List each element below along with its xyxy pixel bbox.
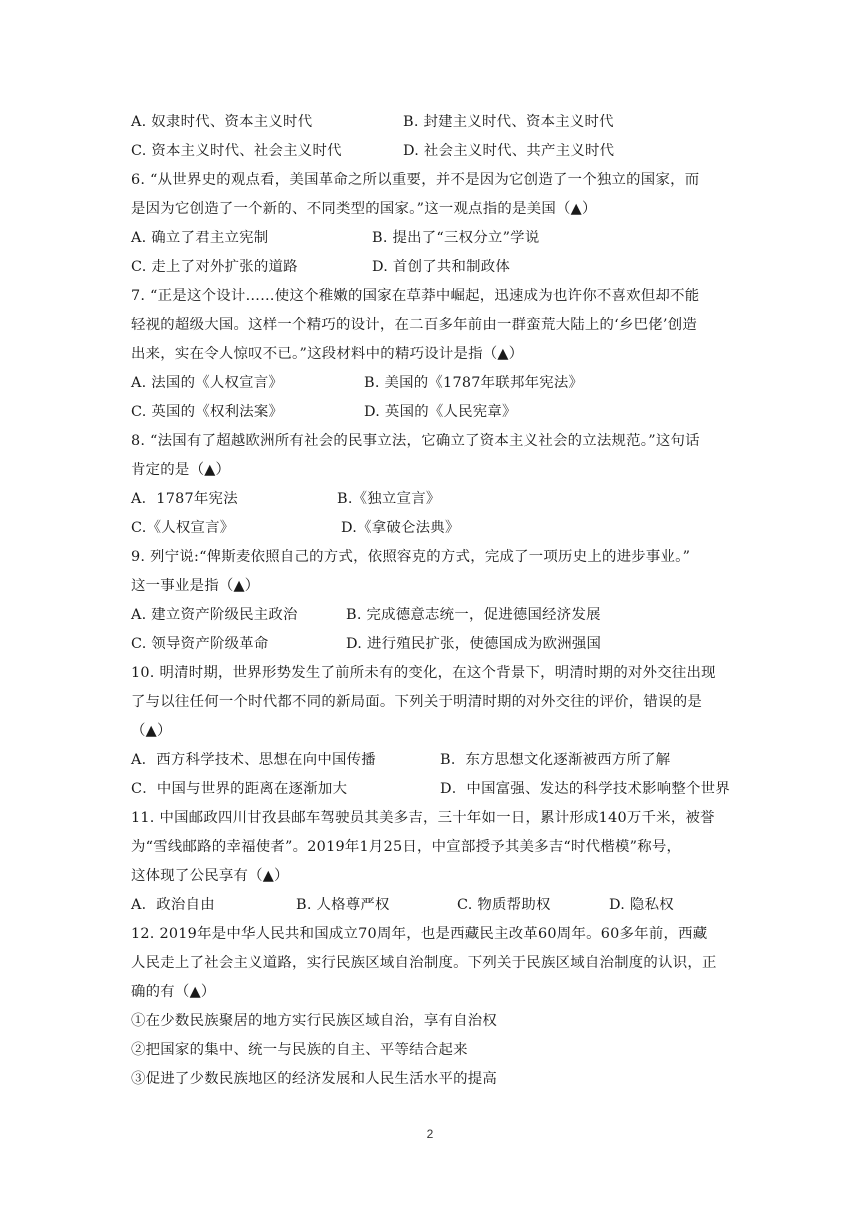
q10-options-row-2	[131, 775, 741, 804]
q12-stem-line-2: 人民走上了社会主义道路，实行民族区域自治制度。下列关于民族区域自治制度的认识，正	[131, 955, 717, 971]
q12-item-1: ①在少数民族聚居的地方实行民族区域自治，享有自治权	[131, 1013, 498, 1029]
q7-options-row-1	[131, 369, 741, 398]
q5-options-row-1	[131, 108, 741, 137]
q5-option-a: A. 奴隶时代、资本主义时代	[131, 114, 313, 130]
q7-stem-line-2: 轻视的超级大国。这样一个精巧的设计，在二百多年前由一群蛮荒大陆上的‘乡巴佬’创造	[131, 317, 697, 333]
q7-option-b: B. 美国的《1787年联邦年宪法》	[364, 375, 584, 391]
q11-option-c: C. 物质帮助权	[457, 897, 551, 913]
q10-option-b: B．东方思想文化逐渐被西方所了解	[440, 752, 671, 768]
q5-option-c: C. 资本主义时代、社会主义时代	[131, 143, 342, 159]
q9-stem-line-2: 这一事业是指（▲）	[131, 578, 260, 594]
q6-option-d: D. 首创了共和制政体	[372, 259, 511, 275]
q7-stem-line-3: 出来，实在令人惊叹不已。”这段材料中的精巧设计是指（▲）	[131, 346, 524, 362]
q10-option-a: A．西方科学技术、思想在向中国传播	[131, 752, 376, 768]
q8-stem-line-2: 肯定的是（▲）	[131, 462, 231, 478]
q7-options-row-2	[131, 398, 741, 427]
q6-option-b: B. 提出了“三权分立”学说	[372, 230, 540, 246]
q12-item-3: ③促进了少数民族地区的经济发展和人民生活水平的提高	[131, 1071, 498, 1087]
q12-stem-line-1: 12. 2019年是中华人民共和国成立70周年，也是西藏民主改革60周年。60多年前，西藏	[131, 926, 708, 942]
q11-stem-line-3: 这体现了公民享有（▲）	[131, 868, 289, 884]
q9-stem-line-1: 9. 列宁说:“俾斯麦依照自己的方式，依照容克的方式，完成了一项历史上的进步事业。”	[131, 549, 691, 565]
q10-stem-line-2: 了与以往任何一个时代都不同的新局面。下列关于明清时期的对外交往的评价，错误的是	[131, 694, 702, 710]
q10-stem-line-3: （▲）	[131, 723, 172, 739]
q8-option-d: D.《拿破仑法典》	[341, 520, 460, 536]
q11-options-row	[131, 891, 741, 920]
q8-stem-line-1: 8. “法国有了超越欧洲所有社会的民事立法，它确立了资本主义社会的立法规范。”这句话	[131, 433, 700, 449]
q7-option-c: C. 英国的《权利法案》	[131, 404, 284, 420]
q6-options-row-2	[131, 253, 741, 282]
q8-option-c: C.《人权宣言》	[131, 520, 235, 536]
q11-option-b: B. 人格尊严权	[296, 897, 390, 913]
q7-option-a: A. 法国的《人权宣言》	[131, 375, 284, 391]
q5-option-d: D. 社会主义时代、共产主义时代	[403, 143, 615, 159]
q5-option-b: B. 封建主义时代、资本主义时代	[403, 114, 614, 130]
q10-stem-line-1: 10. 明清时期，世界形势发生了前所未有的变化，在这个背景下，明清时期的对外交往出现	[131, 665, 716, 681]
q9-options-row-2	[131, 630, 741, 659]
q6-stem-line-1: 6. “从世界史的观点看，美国革命之所以重要，并不是因为它创造了一个独立的国家，而	[131, 172, 700, 188]
q6-options-row-1	[131, 224, 741, 253]
q6-option-c: C. 走上了对外扩张的道路	[131, 259, 298, 275]
q8-option-b: B.《独立宣言》	[337, 491, 441, 507]
q11-option-d: D. 隐私权	[609, 897, 674, 913]
q5-options-row-2	[131, 137, 741, 166]
q9-option-a: A. 建立资产阶级民主政治	[131, 607, 298, 623]
page-number: 2	[426, 1127, 434, 1141]
q11-stem-line-1: 11. 中国邮政四川甘孜县邮车驾驶员其美多吉，三十年如一日，累计形成140万千米，被誉	[131, 810, 715, 826]
q9-option-b: B. 完成德意志统一，促进德国经济发展	[346, 607, 601, 623]
q11-option-a: A．政治自由	[131, 897, 215, 913]
q8-option-a: A．1787年宪法	[131, 491, 238, 507]
q10-options-row-1	[131, 746, 741, 775]
q12-stem-line-3: 确的有（▲）	[131, 984, 216, 1000]
q9-options-row-1	[131, 601, 741, 630]
q11-stem-line-2: 为“雪线邮路的幸福使者”。2019年1月25日，中宣部授予其美多吉“时代楷模”称号，	[131, 839, 682, 855]
q7-stem-line-1: 7. “正是这个设计……使这个稚嫩的国家在草莽中崛起，迅速成为也许你不喜欢但却不能	[131, 288, 700, 304]
q9-option-c: C. 领导资产阶级革命	[131, 636, 269, 652]
q6-stem-line-2: 是因为它创造了一个新的、不同类型的国家。”这一观点指的是美国（▲）	[131, 201, 597, 217]
q7-option-d: D. 英国的《人民宪章》	[364, 404, 517, 420]
q12-item-2: ②把国家的集中、统一与民族的自主、平等结合起来	[131, 1042, 468, 1058]
q10-option-c: C．中国与世界的距离在逐渐加大	[131, 781, 348, 797]
q8-options-row-1	[131, 485, 741, 514]
q8-options-row-2	[131, 514, 741, 543]
q6-option-a: A. 确立了君主立宪制	[131, 230, 269, 246]
q9-option-d: D. 进行殖民扩张，使德国成为欧洲强国	[346, 636, 602, 652]
q10-option-d: D．中国富强、发达的科学技术影响整个世界	[440, 781, 730, 797]
